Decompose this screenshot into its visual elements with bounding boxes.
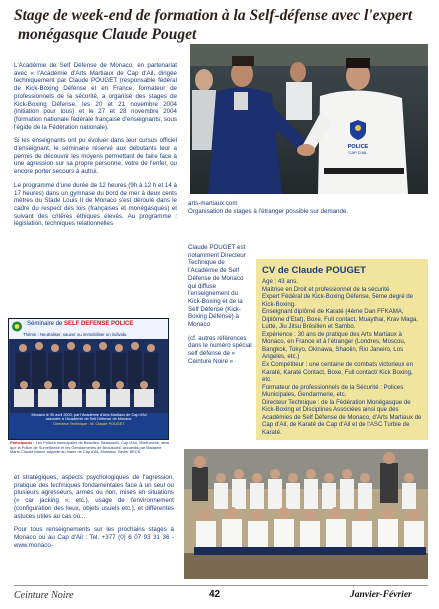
article-title bbox=[14, 6, 430, 44]
article-column-1-bottom bbox=[14, 474, 174, 555]
cv-line: Expert Fédéral de Kick-Boxing Défense, 5ème degré de Kick-Boxing. bbox=[262, 293, 414, 308]
children-photo-illustration bbox=[184, 449, 428, 579]
reference-paragraph: (cf. autres références dans le numéro spécial self défense de « Ceinture Noire » bbox=[188, 334, 252, 365]
title-line-2: monégasque Claude Pouget bbox=[18, 26, 197, 43]
police-logo-label: POLICE bbox=[347, 144, 369, 150]
cv-title: CV de Claude POUGET bbox=[262, 265, 366, 276]
police-card-heading bbox=[9, 319, 168, 333]
cv-line: Formateur de professionnels de la Sécurité : Polices Municipales, Gendarmerie, etc. bbox=[262, 383, 404, 399]
police-card-notes bbox=[10, 441, 172, 455]
footer-issue: Janvier-Février bbox=[350, 590, 412, 600]
police-seminar-card bbox=[8, 318, 169, 440]
caption-line: associée à l'Académie de Self Défense de Monaco. bbox=[45, 417, 133, 422]
notes-text: Les Polices municipales de Beaulieu, Beausoleil, Cap d'Ail, Villefranche, ainsi que la Police de Surveillance et les Gendarmeries de Beausoleil, accueillis par Madame Marie-Claude Mauro adjointe au maire de Cap d'Ail, Monsieur Xavier BECK. bbox=[10, 440, 170, 455]
cv-body bbox=[262, 278, 422, 436]
website-line: arts-martiaux.com bbox=[188, 200, 238, 207]
police-logo-sub: CAP D'AIL bbox=[348, 150, 368, 155]
cv-box bbox=[256, 259, 428, 440]
heading-highlight: SELF DEFENSE POLICE bbox=[64, 321, 134, 327]
footer-rule bbox=[14, 585, 428, 586]
footer-magazine-name: Ceinture Noire bbox=[14, 590, 74, 601]
seminar-badge-icon bbox=[11, 321, 23, 332]
article-column-2-text bbox=[188, 200, 428, 221]
cv-line: Maîtrise en Droit et professionnel de la sécurité. bbox=[262, 285, 392, 293]
article-paragraph: Le programme d'une durée de 12 heures (9h à 12 h et 14 à 17 heures) dans un gymnase du bord de mer à deux cents mètres du Stade Louis II de Monaco s'est déroulé dans le cadre du respect des lois (françaises et monégasques) et suivant des critères éthiques élevés. Au programme : législation, techniques relationnelles bbox=[14, 181, 177, 228]
heading-prefix: Séminaire de bbox=[27, 321, 63, 327]
cv-line: Enseignant diplômé de Karaté (4ème Dan FFKAMA, Diplôme d'Etat), Boxe, Full contact, Muaythai, Krav Maga, Lutte, Jiu Jitsu Brésilien et Sambo. bbox=[262, 308, 418, 331]
police-card-subheading: Thème : Neutraliser, sauver ou immobiliser un individu bbox=[9, 332, 168, 339]
cv-line: Age : 43 ans. bbox=[262, 278, 298, 285]
training-photo-illustration bbox=[190, 44, 428, 194]
training-photo bbox=[190, 44, 428, 194]
notes-label: Participants : bbox=[10, 440, 35, 445]
caption-line: Monaco le 30 avril 2003, par l'Académie d'Arts Martiaux de Cap d'Ail bbox=[31, 413, 147, 417]
article-paragraph: Pour tous renseignements sur les prochains stages à Monaco ou au Cap d'Ail : Tel. +377 (0) 6 07 93 31 36 - www.monaco- bbox=[14, 526, 174, 549]
cv-line: Ex Compétiteur : une centaine de combats victorieux en Karaté, Karaté Contact, Boxe, Full contact/ Kick Boxing, etc. bbox=[262, 361, 414, 384]
cv-line: Expérience : 30 ans de pratique des Arts Martiaux à Monaco, en France et à l'étranger (Londres, Moscou, Bangkok, Tokyo, Okinawa, Shaolin, Rio Janeiro, Los Angeles, etc.) bbox=[262, 330, 406, 361]
footer-page-number: 42 bbox=[209, 589, 221, 600]
article-paragraph: Si les enseignants ont pu évoluer dans leur cursus officiel d'enseignant, le séminaire réservé aux débutants leur a permis de découvrir les moyens permettant de faire face à une agression sur sa propre personne, votre de l'enfer, ou encore porter secours à autrui. bbox=[14, 137, 177, 176]
police-card-caption bbox=[11, 413, 167, 426]
article-paragraph: Organisation de stages à l'étranger possible sur demande. bbox=[188, 207, 349, 215]
cv-line: Directeur Technique : de la Fédération Monégasque de Kick-Boxing et Disciplines Associées ainsi que des Académies de Self Défense de Monaco, d'Arts Martiaux de Cap d'Ail, de Karaté de Cap d'Ail et de l'ASC Turbie de Karaté. bbox=[262, 398, 422, 436]
article-paragraph: L'Académie de Self Défense de Monaco, en partenariat avec « l'Académie d'Arts Martiaux de Cap d'Ail, dirigée techniquement par Claude POUGET (responsable fédéral de Kick-Boxing Défense et en France, formateur de professionnels de la sécurité, a organisé des stages de Kick-Boxing Défense, les 20 et 21 novembre 2004 (initiation pour tous) et le 27 et 28 novembre 2004 (formation nationale fédérale française d'enseignants, sous l'égide de la Fédération nationale). bbox=[14, 62, 177, 131]
group-photo-illustration bbox=[10, 339, 168, 413]
caption-line: Directeur Technique : M. Claude POUGET bbox=[53, 421, 125, 426]
children-group-photo bbox=[184, 449, 428, 579]
column-2-paragraphs bbox=[188, 244, 252, 372]
article-column-1 bbox=[14, 62, 177, 234]
bio-paragraph-text: Claude POUGET est notamment Directeur Technique de l'Académie de Self Défense de Monaco qui diffuse l'enseignement du Kick-Boxing et de la Self Défense (Kick-Boxing Défense) à Monaco bbox=[188, 244, 246, 329]
article-paragraph: et stratégiques, aspects psychologiques de l'agression, pratique des techniques fondamentales face à un seul ou plusieurs agresseurs, armés ou non, mises en situations (« car jacking », etc.), usage de l'environnement (configuration des lieux, objets usuels etc.), et différentes astuces utiles au cas où... bbox=[14, 474, 174, 520]
title-line-1: Stage de week-end de formation à la Self-défense avec l'expert bbox=[14, 7, 413, 24]
